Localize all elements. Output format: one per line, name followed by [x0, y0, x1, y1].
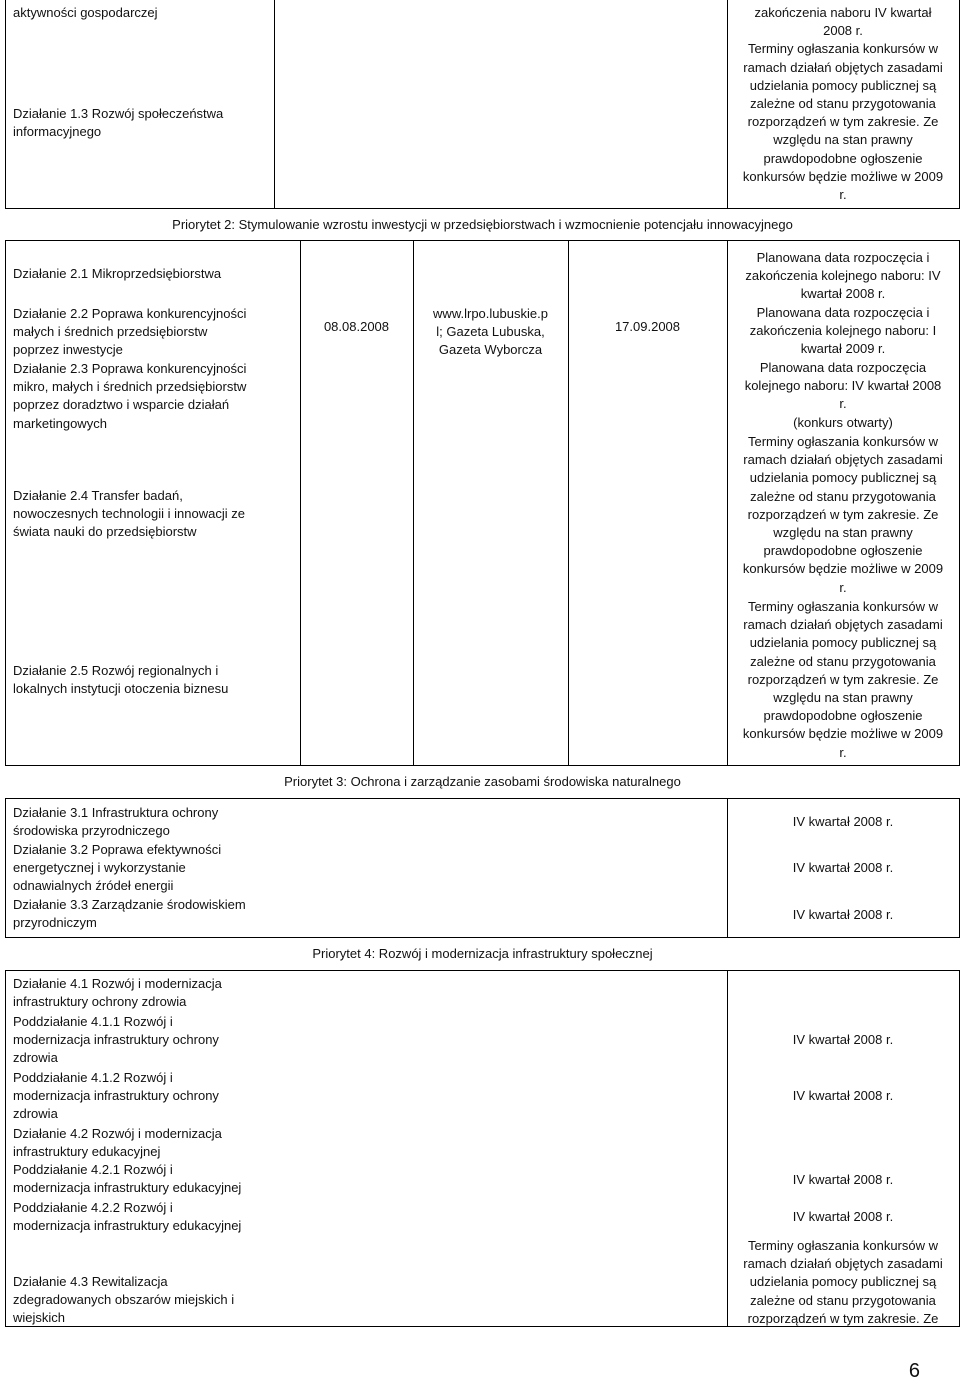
table-rule [5, 937, 960, 938]
schedule-4-1-1: IV kwartał 2008 r. [792, 1032, 894, 1047]
table-rule [5, 970, 960, 971]
action-2-1: Działanie 2.1 Mikroprzedsiębiorstwa [13, 266, 222, 281]
table-rule [727, 240, 728, 765]
publication-media: www.lrpo.lubuskie.p l; Gazeta Lubuska, Gazeta Wyborcza [433, 306, 548, 358]
subaction-4-2-2: Poddziałanie 4.2.2 Rozwój i modernizacja infrastruktury edukacyjnej [13, 1200, 242, 1234]
schedule-2-3: Planowana data rozpoczęcia kolejnego naboru: IV kwartał 2008 r. (konkurs otwarty) [744, 360, 942, 430]
priority-3-title: Priorytet 3: Ochrona i zarządzanie zasobami środowiska naturalnego [284, 774, 681, 789]
subaction-4-1-1: Poddziałanie 4.1.1 Rozwój i modernizacja infrastruktury ochrony zdrowia [13, 1014, 219, 1066]
schedule-1-3: zakończenia naboru IV kwartał 2008 r. Terminy ogłaszania konkursów w ramach działań objętych zasadami udzielania pomocy publicznej są zależne od stanu przygotowania rozporządzeń w tym zakresie. Ze względu na stan prawny prawdopodobne ogłoszenie konkursów będzie możliwe w 2009 r. [742, 5, 944, 203]
table-rule [5, 0, 6, 208]
action-4-1: Działanie 4.1 Rozwój i modernizacja infrastruktury ochrony zdrowia [13, 976, 222, 1010]
action-4-2: Działanie 4.2 Rozwój i modernizacja infrastruktury edukacyjnej [13, 1126, 222, 1160]
action-2-2: Działanie 2.2 Poprawa konkurencyjności małych i średnich przedsiębiorstw poprzez inwestycje [13, 306, 247, 358]
schedule-2-4: Terminy ogłaszania konkursów w ramach działań objętych zasadami udzielania pomocy publicznej są zależne od stanu przygotowania rozporządzeń w tym zakresie. Ze względu na stan prawny prawdopodobne ogłoszenie konkursów będzie możliwe w 2009 r. [742, 434, 944, 595]
action-3-1: Działanie 3.1 Infrastruktura ochrony środowiska przyrodniczego [13, 805, 219, 839]
table-rule [5, 208, 960, 209]
action-3-3: Działanie 3.3 Zarządzanie środowiskiem przyrodniczym [13, 897, 246, 931]
schedule-4-1-2: IV kwartał 2008 r. [792, 1088, 894, 1103]
schedule-2-1: Planowana data rozpoczęcia i zakończenia kolejnego naboru: IV kwartał 2008 r. [745, 250, 941, 302]
action-2-4: Działanie 2.4 Transfer badań, nowoczesnych technologii i innowacji ze świata nauki do przedsiębiorstw [13, 488, 245, 540]
schedule-2-2: Planowana data rozpoczęcia i zakończenia kolejnego naboru: I kwartał 2009 r. [749, 305, 937, 357]
announce-date: 08.08.2008 [323, 319, 390, 334]
row-label: aktywności gospodarczej [13, 5, 158, 20]
schedule-3-3: IV kwartał 2008 r. [792, 907, 894, 922]
page-number: 6 [908, 1360, 920, 1382]
table-rule [5, 240, 6, 765]
action-4-3: Działanie 4.3 Rewitalizacja zdegradowanych obszarów miejskich i wiejskich [13, 1274, 235, 1326]
schedule-4-3: Terminy ogłaszania konkursów w ramach działań objętych zasadami udzielania pomocy publicznej są zależne od stanu przygotowania rozporządzeń w tym zakresie. Ze [743, 1238, 943, 1326]
table-rule [727, 970, 728, 1326]
table-rule [5, 798, 6, 937]
table-rule [5, 240, 960, 241]
table-rule [274, 0, 275, 208]
action-2-3: Działanie 2.3 Poprawa konkurencyjności mikro, małych i średnich przedsiębiorstw poprzez doradztwo i wsparcie działań marketingowych [13, 361, 247, 431]
table-rule [5, 765, 960, 766]
table-rule [5, 970, 6, 1326]
table-rule [5, 798, 960, 799]
table-rule [727, 798, 728, 937]
schedule-4-2-1: IV kwartał 2008 r. [792, 1172, 894, 1187]
subaction-4-1-2: Poddziałanie 4.1.2 Rozwój i modernizacja infrastruktury ochrony zdrowia [13, 1070, 219, 1122]
priority-2-title: Priorytet 2: Stymulowanie wzrostu inwestycji w przedsiębiorstwach i wzmocnienie potencjału innowacyjnego [172, 217, 793, 232]
action-2-5: Działanie 2.5 Rozwój regionalnych i lokalnych instytucji otoczenia biznesu [13, 663, 229, 697]
schedule-4-2-2: IV kwartał 2008 r. [792, 1209, 894, 1224]
table-rule [727, 0, 728, 208]
schedule-3-1: IV kwartał 2008 r. [792, 814, 894, 829]
schedule-2-5: Terminy ogłaszania konkursów w ramach działań objętych zasadami udzielania pomocy publicznej są zależne od stanu przygotowania rozporządzeń w tym zakresie. Ze względu na stan prawny prawdopodobne ogłoszenie konkursów będzie możliwe w 2009 r. [742, 599, 944, 760]
action-3-2: Działanie 3.2 Poprawa efektywności energetycznej i wykorzystanie odnawialnych źródeł energii [13, 842, 222, 894]
priority-4-title: Priorytet 4: Rozwój i modernizacja infrastruktury społecznej [312, 946, 653, 961]
action-1-3: Działanie 1.3 Rozwój społeczeństwa informacyjnego [13, 106, 224, 140]
start-date: 17.09.2008 [614, 319, 681, 334]
schedule-3-2: IV kwartał 2008 r. [792, 860, 894, 875]
subaction-4-2-1: Poddziałanie 4.2.1 Rozwój i modernizacja infrastruktury edukacyjnej [13, 1162, 242, 1196]
